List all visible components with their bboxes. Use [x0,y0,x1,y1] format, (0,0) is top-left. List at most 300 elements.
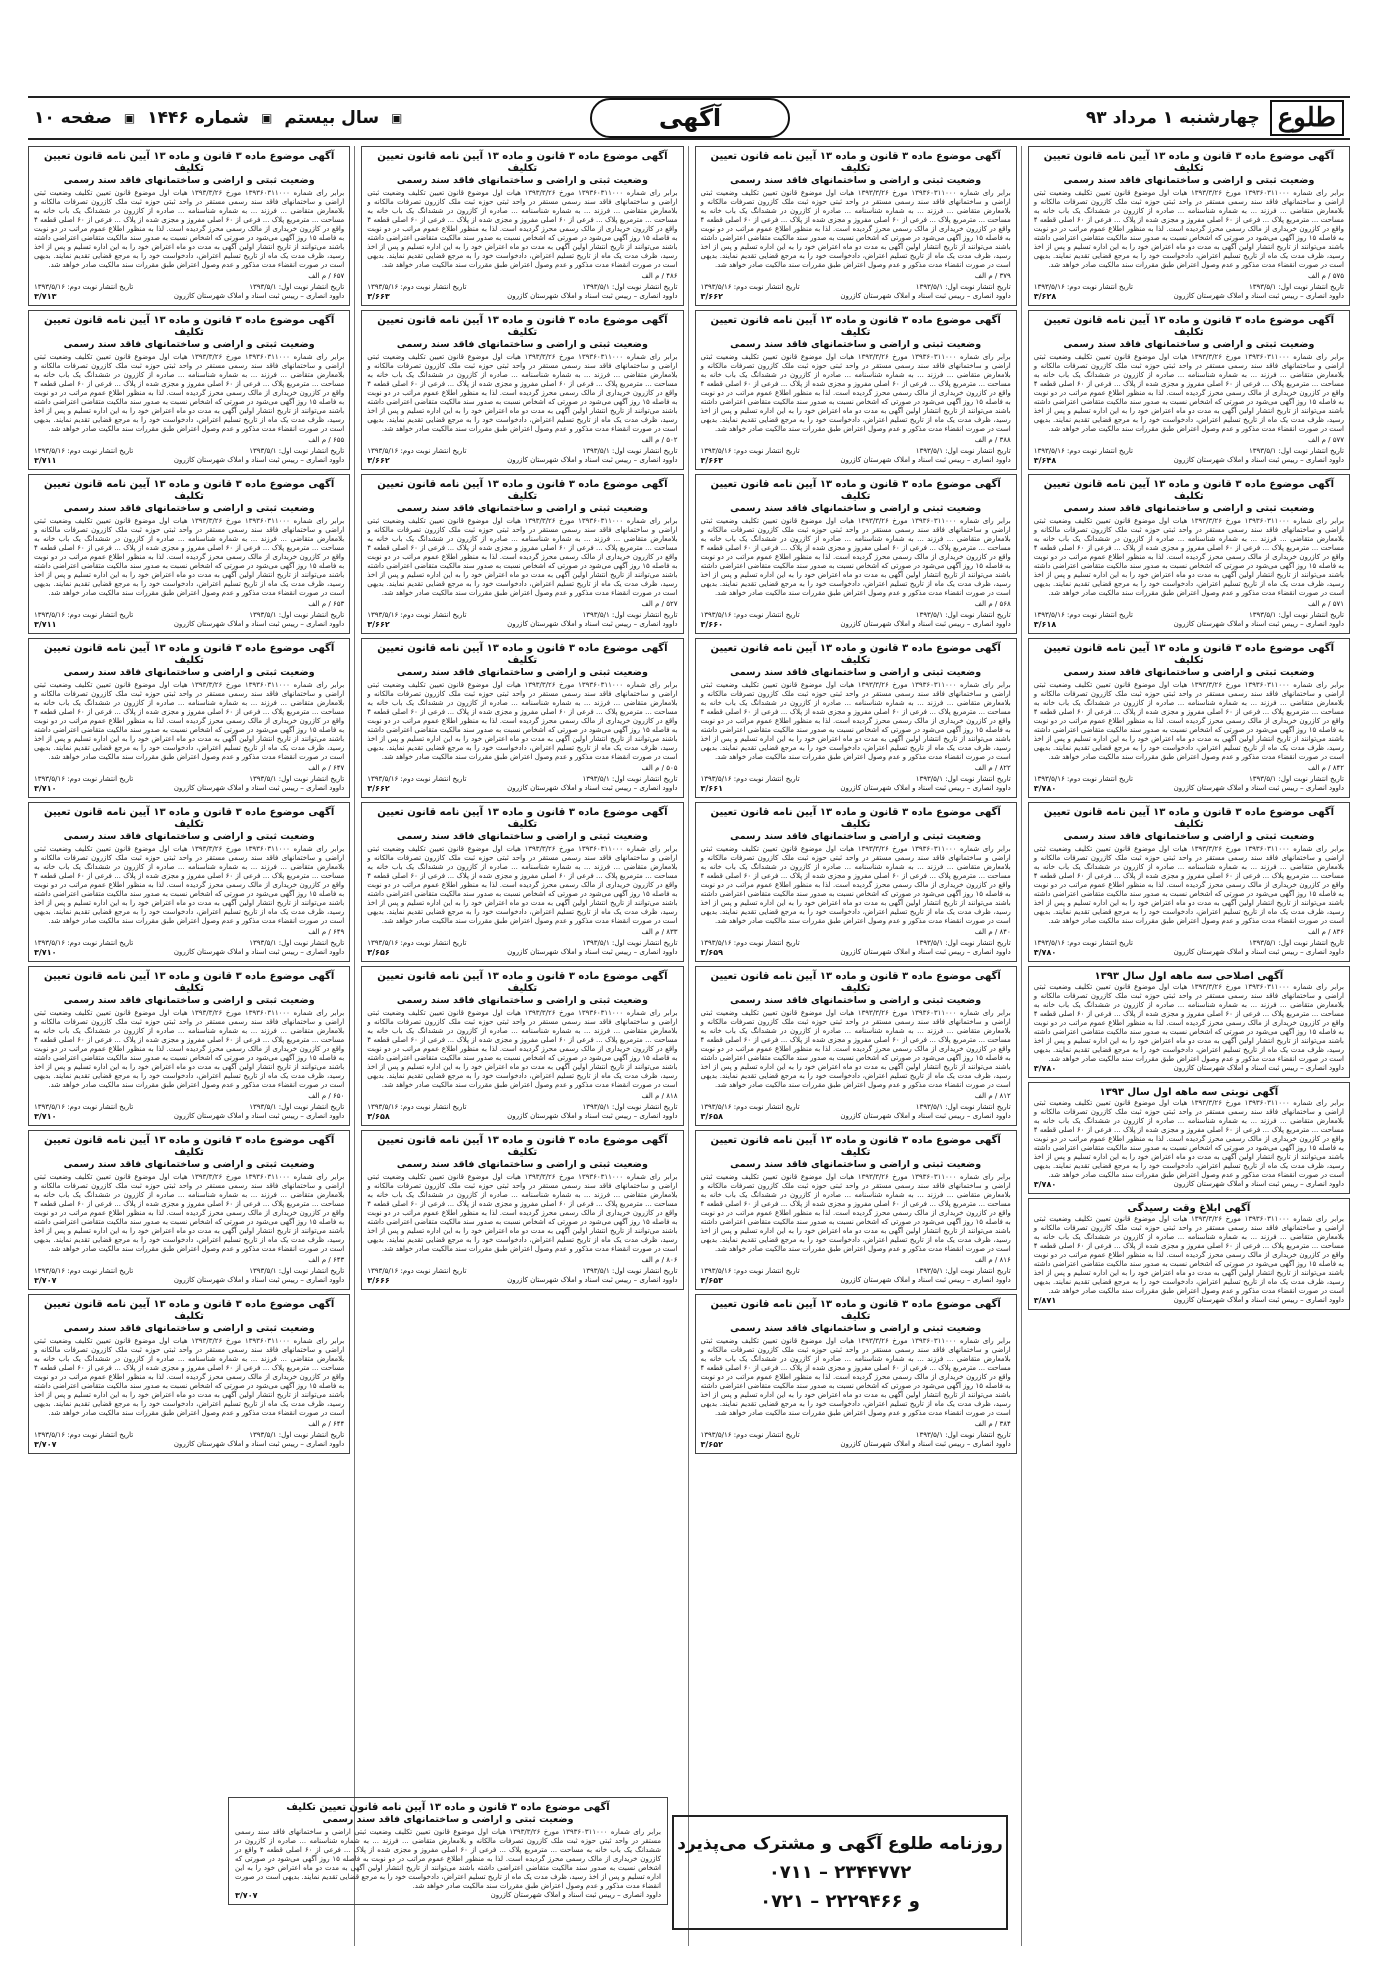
ad-date-second: تاریخ انتشار نوبت دوم: ۱۳۹۳/۵/۱۶ [34,1431,134,1439]
ad-alef: ۸۴۰ / م الف [974,928,1011,936]
ads-column [28,146,355,1946]
ad-code: ۳/۶۲۸ [1033,292,1057,301]
ad-signature: داوود انصاری – رییس ثبت اسناد و املاک شهرستان کازرون [173,1112,345,1120]
ad-signature-row [701,620,1011,629]
ad-subtitle: وضعیت ثبتی و اراضی و ساختمانهای فاقد سند رسمی [730,1159,982,1170]
ad-signature-row [34,292,344,301]
ad-signature: داوود انصاری – رییس ثبت اسناد و املاک شهرستان کازرون [1173,292,1344,300]
subscription-phone-2: ۰۷۲۱ – ۲۲۲۹۴۶۶ و [760,1890,920,1912]
ad-signature: داوود انصاری – رییس ثبت اسناد و املاک شهرستان کازرون [507,1276,678,1284]
ads-columns [28,146,1350,1946]
ads-column [361,146,688,1946]
ad-title: آگهی موضوع ماده ۳ قانون و ماده ۱۳ آیین نامه قانون تعیین تکلیف [710,1135,1001,1158]
ad-date-first: تاریخ انتشار نوبت اول: ۱۳۹۳/۵/۱ [1248,447,1344,455]
ad-date-first: تاریخ انتشار نوبت اول: ۱۳۹۳/۵/۱ [582,611,678,619]
subscription-title: روزنامه طلوع آگهی و مشترک می‌پذیرد [677,1833,1003,1854]
ad-signature-row [367,1112,677,1121]
legal-notice [1028,474,1350,634]
issue-date: چهارشنبه ۱ مرداد ۹۳ [1085,108,1260,128]
ad-signature-row [367,292,677,301]
legal-notice [28,1294,350,1454]
ad-alef: ۸۰۶ / م الف [641,1256,678,1264]
ad-signature: داوود انصاری – رییس ثبت اسناد و املاک شهرستان کازرون [1173,948,1344,956]
ad-code: ۳/۶۶۱ [700,784,723,793]
ad-signature-row [34,620,344,629]
notice-title: آگهی اصلاحی سه ماهه اول سال ۱۳۹۳ [1094,971,1284,982]
ad-date-second: تاریخ انتشار نوبت دوم: ۱۳۹۳/۵/۱۶ [700,283,800,291]
ad-signature: داوود انصاری – رییس ثبت اسناد و املاک شهرستان کازرون [840,784,1011,792]
ad-body: برابر رای شماره ۱۳۹۳۶۰۳۱۱۰۰۰ مورخ ۱۳۹۳/۳/۲۶ هیات اول موضوع قانون تعیین تکلیف وضعیت ثبتی اراضی و ساختمانهای فاقد سند رسمی مستقر در واحد ثبتی حوزه ثبت ملک کازرون تصرفات مالکانه و بلامعارض متقاضی ... فرزند ... به شماره شناسنامه ... صادره از کازرون در ششدانگ یک باب خانه به مساحت ... مترمربع پلاک ... فرعی از ۶۰ اصلی مفروز و مجزی شده از پلاک ... فرعی از ۶۰ اصلی قطعه ۴ واقع در کازرون خریداری از مالک رسمی محرز گردیده است. لذا به منظور اطلاع عموم مراتب در دو نوبت به فاصله ۱۵ روز آگهی می‌شود در صورتی که اشخاص نسبت به صدور سند مالکیت متقاضی اعتراضی داشته باشند می‌توانند از تاریخ انتشار اولین آگهی به مدت دو ماه اعتراض خود را به این اداره تسلیم و پس از اخذ رسید، ظرف مدت یک ماه از تاریخ تسلیم اعتراض، دادخواست خود را به مرجع قضایی تقدیم نمایند. بدیهی است در صورت انقضاء مدت مذکور و عدم وصول اعتراض طبق مقررات سند مالکیت صادر خواهد شد. [1033,353,1345,433]
legal-notice [28,310,350,470]
ad-alef: ۶۵۷ / م الف [308,272,345,280]
ad-dates [1034,283,1344,292]
ad-signature: داوود انصاری – رییس ثبت اسناد و املاک شهرستان کازرون [507,948,678,956]
ad-subtitle: وضعیت ثبتی و اراضی و ساختمانهای فاقد سند رسمی [63,1159,315,1170]
ad-alef: ۸۲۲ / م الف [974,764,1011,772]
ad-dates [367,775,677,784]
ad-title: آگهی موضوع ماده ۳ قانون و ماده ۱۳ آیین نامه قانون تعیین تکلیف [710,1299,1001,1322]
ad-title: آگهی موضوع ماده ۳ قانون و ماده ۱۳ آیین نامه قانون تعیین تکلیف [710,151,1001,174]
ad-code: ۳/۶۶۲ [367,456,390,465]
ad-date-first: تاریخ انتشار نوبت اول: ۱۳۹۳/۵/۱ [582,1103,678,1111]
ad-body: برابر رای شماره ۱۳۹۳۶۰۳۱۱۰۰۰ مورخ ۱۳۹۳/۳/۲۶ هیات اول موضوع قانون تعیین تکلیف وضعیت ثبتی اراضی و ساختمانهای فاقد سند رسمی مستقر در واحد ثبتی حوزه ثبت ملک کازرون تصرفات مالکانه و بلامعارض متقاضی ... فرزند ... به شماره شناسنامه ... صادره از کازرون در ششدانگ یک باب خانه به مساحت ... مترمربع پلاک ... فرعی از ۶۰ اصلی مفروز و مجزی شده از پلاک ... فرعی از ۶۰ اصلی قطعه ۴ واقع در کازرون خریداری از مالک رسمی محرز گردیده است. لذا به منظور اطلاع عموم مراتب در دو نوبت به فاصله ۱۵ روز آگهی می‌شود در صورتی که اشخاص نسبت به صدور سند مالکیت متقاضی اعتراضی داشته باشند می‌توانند از تاریخ انتشار اولین آگهی به مدت دو ماه اعتراض خود را به این اداره تسلیم و پس از اخذ رسید، ظرف مدت یک ماه از تاریخ تسلیم اعتراض، دادخواست خود را به مرجع قضایی تقدیم نمایند. بدیهی است در صورت انقضاء مدت مذکور و عدم وصول اعتراض طبق مقررات سند مالکیت صادر خواهد شد. [34,1009,345,1089]
ad-dates [1034,775,1344,784]
ad-dates [367,1103,677,1112]
ad-alef: ۶۵۵ / م الف [308,436,345,444]
issue-number: شماره ۱۴۴۶ [147,108,250,128]
ad-title: آگهی موضوع ماده ۳ قانون و ماده ۱۳ آیین نامه قانون تعیین تکلیف [377,1135,668,1158]
ad-alef: ۳۸۴ / م الف [974,1420,1011,1428]
ad-signature: داوود انصاری – رییس ثبت اسناد و املاک شهرستان کازرون [507,784,678,792]
subscription-box [672,1815,1008,1930]
ad-signature: داوود انصاری – رییس ثبت اسناد و املاک شهرستان کازرون [1173,1180,1344,1188]
legal-notice [28,1130,350,1290]
ad-subtitle: وضعیت ثبتی و اراضی و ساختمانهای فاقد سند رسمی [396,1159,648,1170]
notice [1028,1082,1350,1194]
ad-signature-row [1034,948,1344,957]
ad-subtitle: وضعیت ثبتی و اراضی و ساختمانهای فاقد سند رسمی [63,667,315,678]
ad-date-second: تاریخ انتشار نوبت دوم: ۱۳۹۳/۵/۱۶ [367,1267,467,1275]
ad-body: برابر رای شماره ۱۳۹۳۶۰۳۱۱۰۰۰ مورخ ۱۳۹۳/۳/۲۶ هیات اول موضوع قانون تعیین تکلیف وضعیت ثبتی اراضی و ساختمانهای فاقد سند رسمی مستقر در واحد ثبتی حوزه ثبت ملک کازرون تصرفات مالکانه و بلامعارض متقاضی ... فرزند ... به شماره شناسنامه ... صادره از کازرون در ششدانگ یک باب خانه به مساحت ... مترمربع پلاک ... فرعی از ۶۰ اصلی مفروز و مجزی شده از پلاک ... فرعی از ۶۰ اصلی قطعه ۴ واقع در کازرون خریداری از مالک رسمی محرز گردیده است. لذا به منظور اطلاع عموم مراتب در دو نوبت به فاصله ۱۵ روز آگهی می‌شود در صورتی که اشخاص نسبت به صدور سند مالکیت متقاضی اعتراضی داشته باشند می‌توانند از تاریخ انتشار اولین آگهی به مدت دو ماه اعتراض خود را به این اداره تسلیم و پس از اخذ رسید، ظرف مدت یک ماه از تاریخ تسلیم اعتراض، دادخواست خود را به مرجع قضایی تقدیم نمایند. بدیهی است در صورت انقضاء مدت مذکور و عدم وصول اعتراض طبق مقررات سند مالکیت صادر خواهد شد. [34,189,345,269]
ad-subtitle: وضعیت ثبتی و اراضی و ساختمانهای فاقد سند رسمی [1063,503,1315,514]
legal-notice [361,310,683,470]
ad-body: برابر رای شماره ۱۳۹۳۶۰۳۱۱۰۰۰ مورخ ۱۳۹۳/۳/۲۶ هیات اول موضوع قانون تعیین تکلیف وضعیت ثبتی اراضی و ساختمانهای فاقد سند رسمی مستقر در واحد ثبتی حوزه ثبت ملک کازرون تصرفات مالکانه و بلامعارض متقاضی ... فرزند ... به شماره شناسنامه ... صادره از کازرون در ششدانگ یک باب خانه به مساحت ... مترمربع پلاک ... فرعی از ۶۰ اصلی مفروز و مجزی شده از پلاک ... فرعی از ۶۰ اصلی قطعه ۴ واقع در کازرون خریداری از مالک رسمی محرز گردیده است. لذا به منظور اطلاع عموم مراتب در دو نوبت به فاصله ۱۵ روز آگهی می‌شود در صورتی که اشخاص نسبت به صدور سند مالکیت متقاضی اعتراضی داشته باشند می‌توانند از تاریخ انتشار اولین آگهی به مدت دو ماه اعتراض خود را به این اداره تسلیم و پس از اخذ رسید، ظرف مدت یک ماه از تاریخ تسلیم اعتراض، دادخواست خود را به مرجع قضایی تقدیم نمایند. بدیهی است در صورت انقضاء مدت مذکور و عدم وصول اعتراض طبق مقررات سند مالکیت صادر خواهد شد. [34,353,345,433]
subscription-phone-1: ۰۷۱۱ – ۲۳۴۴۷۷۲ [768,1861,912,1883]
ad-subtitle: وضعیت ثبتی و اراضی و ساختمانهای فاقد سند رسمی [396,175,648,186]
ad-dates [701,283,1011,292]
ad-signature-row [34,1112,344,1121]
ad-signature: داوود انصاری – رییس ثبت اسناد و املاک شهرستان کازرون [173,784,345,792]
ad-date-second: تاریخ انتشار نوبت دوم: ۱۳۹۳/۵/۱۶ [700,939,800,947]
ad-signature: داوود انصاری – رییس ثبت اسناد و املاک شهرستان کازرون [840,456,1011,464]
ad-date-first: تاریخ انتشار نوبت اول: ۱۳۹۳/۵/۱ [915,447,1011,455]
ad-date-second: تاریخ انتشار نوبت دوم: ۱۳۹۳/۵/۱۶ [34,939,134,947]
ad-alef: ۵۶۸ / م الف [974,600,1011,608]
legal-notice [361,1130,683,1290]
ad-date-first: تاریخ انتشار نوبت اول: ۱۳۹۳/۵/۱ [582,1267,678,1275]
ad-body: برابر رای شماره ۱۳۹۳۶۰۳۱۱۰۰۰ مورخ ۱۳۹۳/۳/۲۶ هیات اول موضوع قانون تعیین تکلیف وضعیت ثبتی اراضی و ساختمانهای فاقد سند رسمی مستقر در واحد ثبتی حوزه ثبت ملک کازرون تصرفات مالکانه و بلامعارض متقاضی ... فرزند ... به شماره شناسنامه ... صادره از کازرون در ششدانگ یک باب خانه به مساحت ... مترمربع پلاک ... فرعی از ۶۰ اصلی مفروز و مجزی شده از پلاک ... فرعی از ۶۰ اصلی قطعه ۴ واقع در کازرون خریداری از مالک رسمی محرز گردیده است. لذا به منظور اطلاع عموم مراتب در دو نوبت به فاصله ۱۵ روز آگهی می‌شود در صورتی که اشخاص نسبت به صدور سند مالکیت متقاضی اعتراضی داشته باشند می‌توانند از تاریخ انتشار اولین آگهی به مدت دو ماه اعتراض خود را به این اداره تسلیم و پس از اخذ رسید، ظرف مدت یک ماه از تاریخ تسلیم اعتراض، دادخواست خود را به مرجع قضایی تقدیم نمایند. بدیهی است در صورت انقضاء مدت مذکور و عدم وصول اعتراض طبق مقررات سند مالکیت صادر خواهد شد. [1033,681,1345,761]
ad-dates [367,447,677,456]
ad-signature-row [1034,1296,1344,1305]
ad-title: آگهی موضوع ماده ۳ قانون و ماده ۱۳ آیین نامه قانون تعیین تکلیف [710,643,1001,666]
square-icon: ▣ [123,111,136,125]
ad-dates [1034,447,1344,456]
ad-body: برابر رای شماره ۱۳۹۳۶۰۳۱۱۰۰۰ مورخ ۱۳۹۳/۳/۲۶ هیات اول موضوع قانون تعیین تکلیف وضعیت ثبتی اراضی و ساختمانهای فاقد سند رسمی مستقر در واحد ثبتی حوزه ثبت ملک کازرون تصرفات مالکانه و بلامعارض متقاضی ... فرزند ... به شماره شناسنامه ... صادره از کازرون در ششدانگ یک باب خانه به مساحت ... مترمربع پلاک ... فرعی از ۶۰ اصلی مفروز و مجزی شده از پلاک ... فرعی از ۶۰ اصلی قطعه ۴ واقع در کازرون خریداری از مالک رسمی محرز گردیده است. لذا به منظور اطلاع عموم مراتب در دو نوبت به فاصله ۱۵ روز آگهی می‌شود در صورتی که اشخاص نسبت به صدور سند مالکیت متقاضی اعتراضی داشته باشند می‌توانند از تاریخ انتشار اولین آگهی به مدت دو ماه اعتراض خود را به این اداره تسلیم و پس از اخذ رسید، ظرف مدت یک ماه از تاریخ تسلیم اعتراض، دادخواست خود را به مرجع قضایی تقدیم نمایند. بدیهی است در صورت انقضاء مدت مذکور و عدم وصول اعتراض طبق مقررات سند مالکیت صادر خواهد شد. [700,1337,1011,1417]
ad-date-first: تاریخ انتشار نوبت اول: ۱۳۹۳/۵/۱ [249,1267,345,1275]
ad-signature-row [701,1440,1011,1449]
ad-subtitle: وضعیت ثبتی و اراضی و ساختمانهای فاقد سند رسمی [730,667,982,678]
ad-code: ۳/۶۶۲ [700,292,723,301]
ad-title: آگهی موضوع ماده ۳ قانون و ماده ۱۳ آیین نامه قانون تعیین تکلیف [1043,151,1335,174]
ad-date-first: تاریخ انتشار نوبت اول: ۱۳۹۳/۵/۱ [249,775,345,783]
ad-alef: ۴۸۶ / م الف [641,272,678,280]
ad-signature-row [1034,292,1344,301]
ad-signature-row [34,1276,344,1285]
ad-subtitle: وضعیت ثبتی و اراضی و ساختمانهای فاقد سند رسمی [730,995,982,1006]
ad-code: ۳/۶۶۲ [367,620,390,629]
ad-alef: ۵۰۲ / م الف [641,436,678,444]
legal-notice [28,638,350,798]
ad-date-first: تاریخ انتشار نوبت اول: ۱۳۹۳/۵/۱ [249,1103,345,1111]
ad-dates [701,447,1011,456]
ad-date-second: تاریخ انتشار نوبت دوم: ۱۳۹۳/۵/۱۶ [700,775,800,783]
ad-date-second: تاریخ انتشار نوبت دوم: ۱۳۹۳/۵/۱۶ [1033,611,1133,619]
ad-date-second: تاریخ انتشار نوبت دوم: ۱۳۹۳/۵/۱۶ [700,447,800,455]
ad-title: آگهی موضوع ماده ۳ قانون و ماده ۱۳ آیین نامه قانون تعیین تکلیف [1043,643,1335,666]
ad-date-second: تاریخ انتشار نوبت دوم: ۱۳۹۳/۵/۱۶ [700,1103,800,1111]
ad-date-second: تاریخ انتشار نوبت دوم: ۱۳۹۳/۵/۱۶ [367,1103,467,1111]
ad-body: برابر رای شماره ۱۳۹۳۶۰۳۱۱۰۰۰ مورخ ۱۳۹۳/۳/۲۶ هیات اول موضوع قانون تعیین تکلیف وضعیت ثبتی اراضی و ساختمانهای فاقد سند رسمی مستقر در واحد ثبتی حوزه ثبت ملک کازرون تصرفات مالکانه و بلامعارض متقاضی ... فرزند ... به شماره شناسنامه ... صادره از کازرون در ششدانگ یک باب خانه به مساحت ... مترمربع پلاک ... فرعی از ۶۰ اصلی مفروز و مجزی شده از پلاک ... فرعی از ۶۰ اصلی قطعه ۴ واقع در کازرون خریداری از مالک رسمی محرز گردیده است. لذا به منظور اطلاع عموم مراتب در دو نوبت به فاصله ۱۵ روز آگهی می‌شود در صورتی که اشخاص نسبت به صدور سند مالکیت متقاضی اعتراضی داشته باشند می‌توانند از تاریخ انتشار اولین آگهی به مدت دو ماه اعتراض خود را به این اداره تسلیم و پس از اخذ رسید، ظرف مدت یک ماه از تاریخ تسلیم اعتراض، دادخواست خود را به مرجع قضایی تقدیم نمایند. بدیهی است در صورت انقضاء مدت مذکور و عدم وصول اعتراض طبق مقررات سند مالکیت صادر خواهد شد. [700,1173,1011,1253]
ad-code: ۳/۷۱۰ [34,948,57,957]
ad-dates [34,775,344,784]
ad-subtitle: وضعیت ثبتی و اراضی و ساختمانهای فاقد سند رسمی [63,175,315,186]
ad-subtitle: وضعیت ثبتی و اراضی و ساختمانهای فاقد سند رسمی [63,339,315,350]
ad-dates [34,611,344,620]
ad-date-second: تاریخ انتشار نوبت دوم: ۱۳۹۳/۵/۱۶ [367,283,467,291]
ad-title: آگهی موضوع ماده ۳ قانون و ماده ۱۳ آیین نامه قانون تعیین تکلیف [43,479,335,502]
ad-signature: داوود انصاری – رییس ثبت اسناد و املاک شهرستان کازرون [840,948,1011,956]
ad-signature: داوود انصاری – رییس ثبت اسناد و املاک شهرستان کازرون [1173,1296,1344,1304]
ad-subtitle: وضعیت ثبتی و اراضی و ساختمانهای فاقد سند رسمی [730,175,982,186]
legal-notice [1028,638,1350,798]
ad-date-second: تاریخ انتشار نوبت دوم: ۱۳۹۳/۵/۱۶ [34,283,134,291]
masthead-left [28,108,402,128]
ad-body: برابر رای شماره ۱۳۹۳۶۰۳۱۱۰۰۰ مورخ ۱۳۹۳/۳/۲۶ هیات اول موضوع قانون تعیین تکلیف وضعیت ثبتی اراضی و ساختمانهای فاقد سند رسمی مستقر در واحد ثبتی حوزه ثبت ملک کازرون تصرفات مالکانه و بلامعارض متقاضی ... فرزند ... به شماره شناسنامه ... صادره از کازرون در ششدانگ یک باب خانه به مساحت ... مترمربع پلاک ... فرعی از ۶۰ اصلی مفروز و مجزی شده از پلاک ... فرعی از ۶۰ اصلی قطعه ۴ واقع در کازرون خریداری از مالک رسمی محرز گردیده است. لذا به منظور اطلاع عموم مراتب در دو نوبت به فاصله ۱۵ روز آگهی می‌شود در صورتی که اشخاص نسبت به صدور سند مالکیت متقاضی اعتراضی داشته باشند می‌توانند از تاریخ انتشار اولین آگهی به مدت دو ماه اعتراض خود را به این اداره تسلیم و پس از اخذ رسید، ظرف مدت یک ماه از تاریخ تسلیم اعتراض، دادخواست خود را به مرجع قضایی تقدیم نمایند. بدیهی است در صورت انقضاء مدت مذکور و عدم وصول اعتراض طبق مقررات سند مالکیت صادر خواهد شد. [700,681,1011,761]
ad-alef: ۶۴۷ / م الف [308,764,345,772]
ad-code: ۳/۶۴۸ [1033,456,1057,465]
ad-code: ۳/۷۸۰ [1033,784,1057,793]
ad-code: ۳/۶۶۳ [367,292,390,301]
ad-date-second: تاریخ انتشار نوبت دوم: ۱۳۹۳/۵/۱۶ [367,611,467,619]
ad-body: برابر رای شماره ۱۳۹۳۶۰۳۱۱۰۰۰ مورخ ۱۳۹۳/۳/۲۶ هیات اول موضوع قانون تعیین تکلیف وضعیت ثبتی اراضی و ساختمانهای فاقد سند رسمی مستقر در واحد ثبتی حوزه ثبت ملک کازرون تصرفات مالکانه و بلامعارض متقاضی ... فرزند ... به شماره شناسنامه ... صادره از کازرون در ششدانگ یک باب خانه به مساحت ... مترمربع پلاک ... فرعی از ۶۰ اصلی مفروز و مجزی شده از پلاک ... فرعی از ۶۰ اصلی قطعه ۴ واقع در کازرون خریداری از مالک رسمی محرز گردیده است. لذا به منظور اطلاع عموم مراتب در دو نوبت به فاصله ۱۵ روز آگهی می‌شود در صورتی که اشخاص نسبت به صدور سند مالکیت متقاضی اعتراضی داشته باشند می‌توانند از تاریخ انتشار اولین آگهی به مدت دو ماه اعتراض خود را به این اداره تسلیم و پس از اخذ رسید، ظرف مدت یک ماه از تاریخ تسلیم اعتراض، دادخواست خود را به مرجع قضایی تقدیم نمایند. بدیهی است در صورت انقضاء مدت مذکور و عدم وصول اعتراض طبق مقررات سند مالکیت صادر خواهد شد. [34,1173,345,1253]
legal-notice [28,146,350,306]
ad-code: ۳/۶۵۶ [367,948,390,957]
ad-signature-row [235,1891,661,1900]
ad-title: آگهی موضوع ماده ۳ قانون و ماده ۱۳ آیین نامه قانون تعیین تکلیف [43,971,335,994]
ad-subtitle: وضعیت ثبتی و اراضی و ساختمانهای فاقد سند رسمی [730,503,982,514]
ad-title: آگهی موضوع ماده ۳ قانون و ماده ۱۳ آیین نامه قانون تعیین تکلیف [286,1802,610,1813]
ad-body: برابر رای شماره ۱۳۹۳۶۰۳۱۱۰۰۰ مورخ ۱۳۹۳/۳/۲۶ هیات اول موضوع قانون تعیین تکلیف وضعیت ثبتی اراضی و ساختمانهای فاقد سند رسمی مستقر در واحد ثبتی حوزه ثبت ملک کازرون تصرفات مالکانه و بلامعارض متقاضی ... فرزند ... به شماره شناسنامه ... صادره از کازرون در ششدانگ یک باب خانه به مساحت ... مترمربع پلاک ... فرعی از ۶۰ اصلی مفروز و مجزی شده از پلاک ... فرعی از ۶۰ اصلی قطعه ۴ واقع در کازرون خریداری از مالک رسمی محرز گردیده است. لذا به منظور اطلاع عموم مراتب در دو نوبت به فاصله ۱۵ روز آگهی می‌شود در صورتی که اشخاص نسبت به صدور سند مالکیت متقاضی اعتراضی داشته باشند می‌توانند از تاریخ انتشار اولین آگهی به مدت دو ماه اعتراض خود را به این اداره تسلیم و پس از اخذ رسید، ظرف مدت یک ماه از تاریخ تسلیم اعتراض، دادخواست خود را به مرجع قضایی تقدیم نمایند. بدیهی است در صورت انقضاء مدت مذکور و عدم وصول اعتراض طبق مقررات سند مالکیت صادر خواهد شد. [1033,845,1345,925]
ad-date-first: تاریخ انتشار نوبت اول: ۱۳۹۳/۵/۱ [915,1431,1011,1439]
ad-code: ۳/۷۱۳ [34,292,57,301]
legal-notice [361,802,683,962]
ad-title: آگهی موضوع ماده ۳ قانون و ماده ۱۳ آیین نامه قانون تعیین تکلیف [377,643,668,666]
masthead-right [1086,100,1350,136]
ad-signature: داوود انصاری – رییس ثبت اسناد و املاک شهرستان کازرون [173,620,345,628]
ad-alef: ۸۴۲ / م الف [1308,764,1344,772]
ad-alef: ۶۴۹ / م الف [308,928,345,936]
logo-text: طلوع [1277,103,1336,133]
ad-alef: ۸۳۶ / م الف [1308,928,1344,936]
ad-date-second: تاریخ انتشار نوبت دوم: ۱۳۹۳/۵/۱۶ [34,775,134,783]
ad-signature: داوود انصاری – رییس ثبت اسناد و املاک شهرستان کازرون [173,948,345,956]
ad-dates [701,1103,1011,1112]
ad-title: آگهی موضوع ماده ۳ قانون و ماده ۱۳ آیین نامه قانون تعیین تکلیف [377,479,668,502]
ad-signature-row [701,1112,1011,1121]
ad-date-first: تاریخ انتشار نوبت اول: ۱۳۹۳/۵/۱ [915,1267,1011,1275]
ad-code: ۳/۷۸۰ [1033,948,1057,957]
ad-dates [34,283,344,292]
ad-signature-row [34,784,344,793]
legal-notice [695,310,1017,470]
notice-title: آگهی ابلاغ وقت رسیدگی [1127,1203,1251,1214]
ad-code: ۳/۶۶۳ [700,456,723,465]
ad-date-first: تاریخ انتشار نوبت اول: ۱۳۹۳/۵/۱ [915,1103,1011,1111]
notice [1028,1198,1350,1310]
ad-dates [1034,611,1344,620]
legal-notice [361,146,683,306]
ad-signature-row [367,784,677,793]
ad-code: ۳/۶۱۸ [1033,620,1057,629]
ad-title: آگهی موضوع ماده ۳ قانون و ماده ۱۳ آیین نامه قانون تعیین تکلیف [1043,807,1335,830]
legal-notice [361,966,683,1126]
ad-alef: ۵۷۷ / م الف [1308,436,1344,444]
ad-signature: داوود انصاری – رییس ثبت اسناد و املاک شهرستان کازرون [1173,784,1344,792]
ad-code: ۳/۷۸۰ [1033,1180,1057,1189]
legal-notice [695,966,1017,1126]
ad-date-second: تاریخ انتشار نوبت دوم: ۱۳۹۳/۵/۱۶ [1033,939,1133,947]
ad-signature: داوود انصاری – رییس ثبت اسناد و املاک شهرستان کازرون [1173,1064,1344,1072]
ad-subtitle: وضعیت ثبتی و اراضی و ساختمانهای فاقد سند رسمی [730,1323,982,1334]
ad-date-first: تاریخ انتشار نوبت اول: ۱۳۹۳/۵/۱ [249,939,345,947]
ad-date-first: تاریخ انتشار نوبت اول: ۱۳۹۳/۵/۱ [249,283,345,291]
ad-date-second: تاریخ انتشار نوبت دوم: ۱۳۹۳/۵/۱۶ [34,611,134,619]
legal-notice [1028,802,1350,962]
legal-notice [695,1130,1017,1290]
ad-signature-row [367,620,677,629]
ad-subtitle: وضعیت ثبتی و اراضی و ساختمانهای فاقد سند رسمی [396,339,648,350]
ad-alef: ۸۳۳ / م الف [641,928,678,936]
ad-signature-row [1034,784,1344,793]
ad-date-first: تاریخ انتشار نوبت اول: ۱۳۹۳/۵/۱ [1248,611,1344,619]
ad-body: برابر رای شماره ۱۳۹۳۶۰۳۱۱۰۰۰ مورخ ۱۳۹۳/۳/۲۶ هیات اول موضوع قانون تعیین تکلیف وضعیت ثبتی اراضی و ساختمانهای فاقد سند رسمی مستقر در واحد ثبتی حوزه ثبت ملک کازرون تصرفات مالکانه و بلامعارض متقاضی ... فرزند ... به شماره شناسنامه ... صادره از کازرون در ششدانگ یک باب خانه به مساحت ... مترمربع پلاک ... فرعی از ۶۰ اصلی مفروز و مجزی شده از پلاک ... فرعی از ۶۰ اصلی قطعه ۴ واقع در کازرون خریداری از مالک رسمی محرز گردیده است. لذا به منظور اطلاع عموم مراتب در دو نوبت به فاصله ۱۵ روز آگهی می‌شود در صورتی که اشخاص نسبت به صدور سند مالکیت متقاضی اعتراضی داشته باشند می‌توانند از تاریخ انتشار اولین آگهی به مدت دو ماه اعتراض خود را به این اداره تسلیم و پس از اخذ رسید، ظرف مدت یک ماه از تاریخ تسلیم اعتراض، دادخواست خود را به مرجع قضایی تقدیم نمایند. بدیهی است در صورت انقضاء مدت مذکور و عدم وصول اعتراض طبق مقررات سند مالکیت صادر خواهد شد. [700,353,1011,433]
ad-signature: داوود انصاری – رییس ثبت اسناد و املاک شهرستان کازرون [173,1276,345,1284]
ad-dates [34,1431,344,1440]
ad-date-second: تاریخ انتشار نوبت دوم: ۱۳۹۳/۵/۱۶ [700,1431,800,1439]
ad-subtitle: وضعیت ثبتی و اراضی و ساختمانهای فاقد سند رسمی [63,1323,315,1334]
ad-title: آگهی موضوع ماده ۳ قانون و ماده ۱۳ آیین نامه قانون تعیین تکلیف [710,971,1001,994]
ad-dates [1034,939,1344,948]
ad-signature: داوود انصاری – رییس ثبت اسناد و املاک شهرستان کازرون [840,1112,1011,1120]
ad-code: ۳/۶۶۰ [700,620,723,629]
ad-alef: ۶۴۳ / م الف [308,1256,345,1264]
ad-signature-row [1034,620,1344,629]
ads-column [1028,146,1350,1946]
ad-subtitle: وضعیت ثبتی و اراضی و ساختمانهای فاقد سند رسمی [396,831,648,842]
ad-dates [701,1267,1011,1276]
ad-subtitle: وضعیت ثبتی و اراضی و ساختمانهای فاقد سند رسمی [322,1814,574,1825]
ad-dates [701,1431,1011,1440]
ad-signature: داوود انصاری – رییس ثبت اسناد و املاک شهرستان کازرون [173,292,345,300]
ad-signature: داوود انصاری – رییس ثبت اسناد و املاک شهرستان کازرون [173,1440,345,1448]
ad-body: برابر رای شماره ۱۳۹۳۶۰۳۱۱۰۰۰ مورخ ۱۳۹۳/۳/۲۶ هیات اول موضوع قانون تعیین تکلیف وضعیت ثبتی اراضی و ساختمانهای فاقد سند رسمی مستقر در واحد ثبتی حوزه ثبت ملک کازرون تصرفات مالکانه و بلامعارض متقاضی ... فرزند ... به شماره شناسنامه ... صادره از کازرون در ششدانگ یک باب خانه به مساحت ... مترمربع پلاک ... فرعی از ۶۰ اصلی مفروز و مجزی شده از پلاک ... فرعی از ۶۰ اصلی قطعه ۴ واقع در کازرون خریداری از مالک رسمی محرز گردیده است. لذا به منظور اطلاع عموم مراتب در دو نوبت به فاصله ۱۵ روز آگهی می‌شود در صورتی که اشخاص نسبت به صدور سند مالکیت متقاضی اعتراضی داشته باشند می‌توانند از تاریخ انتشار اولین آگهی به مدت دو ماه اعتراض خود را به این اداره تسلیم و پس از اخذ رسید، ظرف مدت یک ماه از تاریخ تسلیم اعتراض، دادخواست خود را به مرجع قضایی تقدیم نمایند. بدیهی است در صورت انقضاء مدت مذکور و عدم وصول اعتراض طبق مقررات سند مالکیت صادر خواهد شد. [700,517,1011,597]
ad-signature: داوود انصاری – رییس ثبت اسناد و املاک شهرستان کازرون [507,1112,678,1120]
ad-alef: ۳۷۹ / م الف [974,272,1011,280]
ad-date-second: تاریخ انتشار نوبت دوم: ۱۳۹۳/۵/۱۶ [1033,283,1133,291]
page-number: صفحه ۱۰ [34,108,112,128]
ad-date-second: تاریخ انتشار نوبت دوم: ۱۳۹۳/۵/۱۶ [700,1267,800,1275]
ad-dates [367,283,677,292]
ad-date-second: تاریخ انتشار نوبت دوم: ۱۳۹۳/۵/۱۶ [700,611,800,619]
ad-dates [34,447,344,456]
notice [1028,966,1350,1078]
ad-alef: ۸۱۶ / م الف [974,1256,1011,1264]
ad-subtitle: وضعیت ثبتی و اراضی و ساختمانهای فاقد سند رسمی [396,667,648,678]
ad-date-second: تاریخ انتشار نوبت دوم: ۱۳۹۳/۵/۱۶ [34,447,134,455]
legal-notice [695,474,1017,634]
ad-subtitle: وضعیت ثبتی و اراضی و ساختمانهای فاقد سند رسمی [396,503,648,514]
ad-body: برابر رای شماره ۱۳۹۳۶۰۳۱۱۰۰۰ مورخ ۱۳۹۳/۳/۲۶ هیات اول موضوع قانون تعیین تکلیف وضعیت ثبتی اراضی و ساختمانهای فاقد سند رسمی مستقر در واحد ثبتی حوزه ثبت ملک کازرون تصرفات مالکانه و بلامعارض متقاضی ... فرزند ... به شماره شناسنامه ... صادره از کازرون در ششدانگ یک باب خانه به مساحت ... مترمربع پلاک ... فرعی از ۶۰ اصلی مفروز و مجزی شده از پلاک ... فرعی از ۶۰ اصلی قطعه ۴ واقع در کازرون خریداری از مالک رسمی محرز گردیده است. لذا به منظور اطلاع عموم مراتب در دو نوبت به فاصله ۱۵ روز آگهی می‌شود در صورتی که اشخاص نسبت به صدور سند مالکیت متقاضی اعتراضی داشته باشند می‌توانند از تاریخ انتشار اولین آگهی به مدت دو ماه اعتراض خود را به این اداره تسلیم و پس از اخذ رسید، ظرف مدت یک ماه از تاریخ تسلیم اعتراض، دادخواست خود را به مرجع قضایی تقدیم نمایند. بدیهی است در صورت انقضاء مدت مذکور و عدم وصول اعتراض طبق مقررات سند مالکیت صادر خواهد شد. [700,845,1011,925]
ad-signature-row [367,1276,677,1285]
ad-alef: ۵۷۵ / م الف [1308,272,1344,280]
ad-body: برابر رای شماره ۱۳۹۳۶۰۳۱۱۰۰۰ مورخ ۱۳۹۳/۳/۲۶ هیات اول موضوع قانون تعیین تکلیف وضعیت ثبتی اراضی و ساختمانهای فاقد سند رسمی مستقر در واحد ثبتی حوزه ثبت ملک کازرون تصرفات مالکانه و بلامعارض متقاضی ... فرزند ... به شماره شناسنامه ... صادره از کازرون در ششدانگ یک باب خانه به مساحت ... مترمربع پلاک ... فرعی از ۶۰ اصلی مفروز و مجزی شده از پلاک ... فرعی از ۶۰ اصلی قطعه ۴ واقع در کازرون خریداری از مالک رسمی محرز گردیده است. لذا به منظور اطلاع عموم مراتب در دو نوبت به فاصله ۱۵ روز آگهی می‌شود در صورتی که اشخاص نسبت به صدور سند مالکیت متقاضی اعتراضی داشته باشند می‌توانند از تاریخ انتشار اولین آگهی به مدت دو ماه اعتراض خود را به این اداره تسلیم و پس از اخذ رسید، ظرف مدت یک ماه از تاریخ تسلیم اعتراض، دادخواست خود را به مرجع قضایی تقدیم نمایند. بدیهی است در صورت انقضاء مدت مذکور و عدم وصول اعتراض طبق مقررات سند مالکیت صادر خواهد شد. [367,681,678,761]
section-title: آگهی [590,98,790,138]
ad-code: ۳/۶۶۲ [367,784,390,793]
ad-body: برابر رای شماره ۱۳۹۳۶۰۳۱۱۰۰۰ مورخ ۱۳۹۳/۳/۲۶ هیات اول موضوع قانون تعیین تکلیف وضعیت ثبتی اراضی و ساختمانهای فاقد سند رسمی مستقر در واحد ثبتی حوزه ثبت ملک کازرون تصرفات مالکانه و بلامعارض متقاضی ... فرزند ... به شماره شناسنامه ... صادره از کازرون در ششدانگ یک باب خانه به مساحت ... مترمربع پلاک ... فرعی از ۶۰ اصلی مفروز و مجزی شده از پلاک ... فرعی از ۶۰ اصلی قطعه ۴ واقع در کازرون خریداری از مالک رسمی محرز گردیده است. لذا به منظور اطلاع عموم مراتب در دو نوبت به فاصله ۱۵ روز آگهی می‌شود در صورتی که اشخاص نسبت به صدور سند مالکیت متقاضی اعتراضی داشته باشند می‌توانند از تاریخ انتشار اولین آگهی به مدت دو ماه اعتراض خود را به این اداره تسلیم و پس از اخذ رسید، ظرف مدت یک ماه از تاریخ تسلیم اعتراض، دادخواست خود را به مرجع قضایی تقدیم نمایند. بدیهی است در صورت انقضاء مدت مذکور و عدم وصول اعتراض طبق مقررات سند مالکیت صادر خواهد شد. [367,189,678,269]
ad-signature-row [1034,456,1344,465]
legal-notice [28,474,350,634]
ad-signature-row [1034,1180,1344,1189]
ad-subtitle: وضعیت ثبتی و اراضی و ساختمانهای فاقد سند رسمی [63,995,315,1006]
ad-signature-row [367,456,677,465]
ad-date-first: تاریخ انتشار نوبت اول: ۱۳۹۳/۵/۱ [249,611,345,619]
legal-notice [1028,310,1350,470]
legal-notice [28,966,350,1126]
ad-date-first: تاریخ انتشار نوبت اول: ۱۳۹۳/۵/۱ [1248,283,1344,291]
ad-title: آگهی موضوع ماده ۳ قانون و ماده ۱۳ آیین نامه قانون تعیین تکلیف [1043,315,1335,338]
ad-body: برابر رای شماره ۱۳۹۳۶۰۳۱۱۰۰۰ مورخ ۱۳۹۳/۳/۲۶ هیات اول موضوع قانون تعیین تکلیف وضعیت ثبتی اراضی و ساختمانهای فاقد سند رسمی مستقر در واحد ثبتی حوزه ثبت ملک کازرون تصرفات مالکانه و بلامعارض متقاضی ... فرزند ... به شماره شناسنامه ... صادره از کازرون در ششدانگ یک باب خانه به مساحت ... مترمربع پلاک ... فرعی از ۶۰ اصلی مفروز و مجزی شده از پلاک ... فرعی از ۶۰ اصلی قطعه ۴ واقع در کازرون خریداری از مالک رسمی محرز گردیده است. لذا به منظور اطلاع عموم مراتب در دو نوبت به فاصله ۱۵ روز آگهی می‌شود در صورتی که اشخاص نسبت به صدور سند مالکیت متقاضی اعتراضی داشته باشند می‌توانند از تاریخ انتشار اولین آگهی به مدت دو ماه اعتراض خود را به این اداره تسلیم و پس از اخذ رسید، ظرف مدت یک ماه از تاریخ تسلیم اعتراض، دادخواست خود را به مرجع قضایی تقدیم نمایند. بدیهی است در صورت انقضاء مدت مذکور و عدم وصول اعتراض طبق مقررات سند مالکیت صادر خواهد شد. [1033,517,1345,597]
ad-code: ۳/۶۶۶ [367,1276,390,1285]
ad-signature-row [701,784,1011,793]
ad-code: ۳/۶۵۸ [700,1112,723,1121]
ad-signature-row [367,948,677,957]
ad-date-first: تاریخ انتشار نوبت اول: ۱۳۹۳/۵/۱ [1248,775,1344,783]
ad-date-first: تاریخ انتشار نوبت اول: ۱۳۹۳/۵/۱ [915,775,1011,783]
ad-signature-row [1034,1064,1344,1073]
legal-notice [695,638,1017,798]
ad-date-second: تاریخ انتشار نوبت دوم: ۱۳۹۳/۵/۱۶ [1033,447,1133,455]
legal-notice [695,802,1017,962]
ad-subtitle: وضعیت ثبتی و اراضی و ساختمانهای فاقد سند رسمی [396,995,648,1006]
newspaper-logo [1270,100,1344,136]
ad-title: آگهی موضوع ماده ۳ قانون و ماده ۱۳ آیین نامه قانون تعیین تکلیف [710,315,1001,338]
ad-body: برابر رای شماره ۱۳۹۳۶۰۳۱۱۰۰۰ مورخ ۱۳۹۳/۳/۲۶ هیات اول موضوع قانون تعیین تکلیف وضعیت ثبتی اراضی و ساختمانهای فاقد سند رسمی مستقر در واحد ثبتی حوزه ثبت ملک کازرون تصرفات مالکانه و بلامعارض متقاضی ... فرزند ... به شماره شناسنامه ... صادره از کازرون در ششدانگ یک باب خانه به مساحت ... مترمربع پلاک ... فرعی از ۶۰ اصلی مفروز و مجزی شده از پلاک ... فرعی از ۶۰ اصلی قطعه ۴ واقع در کازرون خریداری از مالک رسمی محرز گردیده است. لذا به منظور اطلاع عموم مراتب در دو نوبت به فاصله ۱۵ روز آگهی می‌شود در صورتی که اشخاص نسبت به صدور سند مالکیت متقاضی اعتراضی داشته باشند می‌توانند از تاریخ انتشار اولین آگهی به مدت دو ماه اعتراض خود را به این اداره تسلیم و پس از اخذ رسید، ظرف مدت یک ماه از تاریخ تسلیم اعتراض، دادخواست خود را به مرجع قضایی تقدیم نمایند. بدیهی است در صورت انقضاء مدت مذکور و عدم وصول اعتراض طبق مقررات سند مالکیت صادر خواهد شد. [700,189,1011,269]
ad-code: ۳/۷۱۰ [34,784,57,793]
ad-date-second: تاریخ انتشار نوبت دوم: ۱۳۹۳/۵/۱۶ [367,775,467,783]
ad-signature: داوود انصاری – رییس ثبت اسناد و املاک شهرستان کازرون [507,292,678,300]
legal-notice [695,146,1017,306]
legal-notice [361,638,683,798]
ad-code: ۳/۶۵۳ [700,1276,723,1285]
ad-title: آگهی موضوع ماده ۳ قانون و ماده ۱۳ آیین نامه قانون تعیین تکلیف [43,151,335,174]
ad-title: آگهی موضوع ماده ۳ قانون و ماده ۱۳ آیین نامه قانون تعیین تکلیف [710,807,1001,830]
ad-date-first: تاریخ انتشار نوبت اول: ۱۳۹۳/۵/۱ [582,939,678,947]
ad-signature-row [701,948,1011,957]
ad-body: برابر رای شماره ۱۳۹۳۶۰۳۱۱۰۰۰ مورخ ۱۳۹۳/۳/۲۶ هیات اول موضوع قانون تعیین تکلیف وضعیت ثبتی اراضی و ساختمانهای فاقد سند رسمی مستقر در واحد ثبتی حوزه ثبت ملک کازرون تصرفات مالکانه و بلامعارض متقاضی ... فرزند ... به شماره شناسنامه ... صادره از کازرون در ششدانگ یک باب خانه به مساحت ... مترمربع پلاک ... فرعی از ۶۰ اصلی مفروز و مجزی شده از پلاک ... فرعی از ۶۰ اصلی قطعه ۴ واقع در کازرون خریداری از مالک رسمی محرز گردیده است. لذا به منظور اطلاع عموم مراتب در دو نوبت به فاصله ۱۵ روز آگهی می‌شود در صورتی که اشخاص نسبت به صدور سند مالکیت متقاضی اعتراضی داشته باشند می‌توانند از تاریخ انتشار اولین آگهی به مدت دو ماه اعتراض خود را به این اداره تسلیم و پس از اخذ رسید، ظرف مدت یک ماه از تاریخ تسلیم اعتراض، دادخواست خود را به مرجع قضایی تقدیم نمایند. بدیهی است در صورت انقضاء مدت مذکور و عدم وصول اعتراض طبق مقررات سند مالکیت صادر خواهد شد. [700,1009,1011,1089]
square-icon: ▣ [391,111,403,125]
ad-title: آگهی موضوع ماده ۳ قانون و ماده ۱۳ آیین نامه قانون تعیین تکلیف [43,1135,335,1158]
ad-signature: داوود انصاری – رییس ثبت اسناد و املاک شهرستان کازرون [1173,456,1344,464]
ad-signature-row [34,948,344,957]
notice-title: آگهی نوبتی سه ماهه اول سال ۱۳۹۳ [1099,1087,1279,1098]
ad-alef: ۳۸۸ / م الف [974,436,1011,444]
ad-subtitle: وضعیت ثبتی و اراضی و ساختمانهای فاقد سند رسمی [1063,339,1315,350]
ad-signature-row [34,456,344,465]
ad-body: برابر رای شماره ۱۳۹۳۶۰۳۱۱۰۰۰ مورخ ۱۳۹۳/۳/۲۶ هیات اول موضوع قانون تعیین تکلیف وضعیت ثبتی اراضی و ساختمانهای فاقد سند رسمی مستقر در واحد ثبتی حوزه ثبت ملک کازرون تصرفات مالکانه و بلامعارض متقاضی ... فرزند ... به شماره شناسنامه ... صادره از کازرون در ششدانگ یک باب خانه به مساحت ... مترمربع پلاک ... فرعی از ۶۰ اصلی مفروز و مجزی شده از پلاک ... فرعی از ۶۰ اصلی قطعه ۴ واقع در کازرون خریداری از مالک رسمی محرز گردیده است. لذا به منظور اطلاع عموم مراتب در دو نوبت به فاصله ۱۵ روز آگهی می‌شود در صورتی که اشخاص نسبت به صدور سند مالکیت متقاضی اعتراضی داشته باشند می‌توانند از تاریخ انتشار اولین آگهی به مدت دو ماه اعتراض خود را به این اداره تسلیم و پس از اخذ رسید، ظرف مدت یک ماه از تاریخ تسلیم اعتراض، دادخواست خود را به مرجع قضایی تقدیم نمایند. بدیهی است در صورت انقضاء مدت مذکور و عدم وصول اعتراض طبق مقررات سند مالکیت صادر خواهد شد. [367,1009,678,1089]
ad-date-first: تاریخ انتشار نوبت اول: ۱۳۹۳/۵/۱ [582,447,678,455]
ad-date-second: تاریخ انتشار نوبت دوم: ۱۳۹۳/۵/۱۶ [34,1267,134,1275]
ad-title: آگهی موضوع ماده ۳ قانون و ماده ۱۳ آیین نامه قانون تعیین تکلیف [43,1299,335,1322]
ad-body: برابر رای شماره ۱۳۹۳۶۰۳۱۱۰۰۰ مورخ ۱۳۹۳/۳/۲۶ هیات اول موضوع قانون تعیین تکلیف وضعیت ثبتی اراضی و ساختمانهای فاقد سند رسمی مستقر در واحد ثبتی حوزه ثبت ملک کازرون تصرفات مالکانه و بلامعارض متقاضی ... فرزند ... به شماره شناسنامه ... صادره از کازرون در ششدانگ یک باب خانه به مساحت ... مترمربع پلاک ... فرعی از ۶۰ اصلی مفروز و مجزی شده از پلاک ... فرعی از ۶۰ اصلی قطعه ۴ واقع در کازرون خریداری از مالک رسمی محرز گردیده است. لذا به منظور اطلاع عموم مراتب در دو نوبت به فاصله ۱۵ روز آگهی می‌شود در صورتی که اشخاص نسبت به صدور سند مالکیت متقاضی اعتراضی داشته باشند می‌توانند از تاریخ انتشار اولین آگهی به مدت دو ماه اعتراض خود را به این اداره تسلیم و پس از اخذ رسید، ظرف مدت یک ماه از تاریخ تسلیم اعتراض، دادخواست خود را به مرجع قضایی تقدیم نمایند. بدیهی است در صورت انقضاء مدت مذکور و عدم وصول اعتراض طبق مقررات سند مالکیت صادر خواهد شد. [367,845,678,925]
ad-dates [34,939,344,948]
ad-body: برابر رای شماره ۱۳۹۳۶۰۳۱۱۰۰۰ مورخ ۱۳۹۳/۳/۲۶ هیات اول موضوع قانون تعیین تکلیف وضعیت ثبتی اراضی و ساختمانهای فاقد سند رسمی مستقر در واحد ثبتی حوزه ثبت ملک کازرون تصرفات مالکانه و بلامعارض متقاضی ... فرزند ... به شماره شناسنامه ... صادره از کازرون در ششدانگ یک باب خانه به مساحت ... مترمربع پلاک ... فرعی از ۶۰ اصلی مفروز و مجزی شده از پلاک ... فرعی از ۶۰ اصلی قطعه ۴ واقع در کازرون خریداری از مالک رسمی محرز گردیده است. لذا به منظور اطلاع عموم مراتب در دو نوبت به فاصله ۱۵ روز آگهی می‌شود در صورتی که اشخاص نسبت به صدور سند مالکیت متقاضی اعتراضی داشته باشند می‌توانند از تاریخ انتشار اولین آگهی به مدت دو ماه اعتراض خود را به این اداره تسلیم و پس از اخذ رسید، ظرف مدت یک ماه از تاریخ تسلیم اعتراض، دادخواست خود را به مرجع قضایی تقدیم نمایند. بدیهی است در صورت انقضاء مدت مذکور و عدم وصول اعتراض طبق مقررات سند مالکیت صادر خواهد شد. [34,681,345,761]
ad-body: برابر رای شماره ۱۳۹۳۶۰۳۱۱۰۰۰ مورخ ۱۳۹۳/۳/۲۶ هیات اول موضوع قانون تعیین تکلیف وضعیت ثبتی اراضی و ساختمانهای فاقد سند رسمی مستقر در واحد ثبتی حوزه ثبت ملک کازرون تصرفات مالکانه و بلامعارض متقاضی ... فرزند ... به شماره شناسنامه ... صادره از کازرون در ششدانگ یک باب خانه به مساحت ... مترمربع پلاک ... فرعی از ۶۰ اصلی مفروز و مجزی شده از پلاک ... فرعی از ۶۰ اصلی قطعه ۴ واقع در کازرون خریداری از مالک رسمی محرز گردیده است. لذا به منظور اطلاع عموم مراتب در دو نوبت به فاصله ۱۵ روز آگهی می‌شود در صورتی که اشخاص نسبت به صدور سند مالکیت متقاضی اعتراضی داشته باشند می‌توانند از تاریخ انتشار اولین آگهی به مدت دو ماه اعتراض خود را به این اداره تسلیم و پس از اخذ رسید، ظرف مدت یک ماه از تاریخ تسلیم اعتراض، دادخواست خود را به مرجع قضایی تقدیم نمایند. بدیهی است در صورت انقضاء مدت مذکور و عدم وصول اعتراض طبق مقررات سند مالکیت صادر خواهد شد. [235,1828,661,1890]
ad-dates [701,775,1011,784]
ad-title: آگهی موضوع ماده ۳ قانون و ماده ۱۳ آیین نامه قانون تعیین تکلیف [43,643,335,666]
ad-dates [367,939,677,948]
ad-subtitle: وضعیت ثبتی و اراضی و ساختمانهای فاقد سند رسمی [1063,831,1315,842]
ads-column [695,146,1022,1946]
ad-dates [701,611,1011,620]
ad-body: برابر رای شماره ۱۳۹۳۶۰۳۱۱۰۰۰ مورخ ۱۳۹۳/۳/۲۶ هیات اول موضوع قانون تعیین تکلیف وضعیت ثبتی اراضی و ساختمانهای فاقد سند رسمی مستقر در واحد ثبتی حوزه ثبت ملک کازرون تصرفات مالکانه و بلامعارض متقاضی ... فرزند ... به شماره شناسنامه ... صادره از کازرون در ششدانگ یک باب خانه به مساحت ... مترمربع پلاک ... فرعی از ۶۰ اصلی مفروز و مجزی شده از پلاک ... فرعی از ۶۰ اصلی قطعه ۴ واقع در کازرون خریداری از مالک رسمی محرز گردیده است. لذا به منظور اطلاع عموم مراتب در دو نوبت به فاصله ۱۵ روز آگهی می‌شود در صورتی که اشخاص نسبت به صدور سند مالکیت متقاضی اعتراضی داشته باشند می‌توانند از تاریخ انتشار اولین آگهی به مدت دو ماه اعتراض خود را به این اداره تسلیم و پس از اخذ رسید، ظرف مدت یک ماه از تاریخ تسلیم اعتراض، دادخواست خود را به مرجع قضایی تقدیم نمایند. بدیهی است در صورت انقضاء مدت مذکور و عدم وصول اعتراض طبق مقررات سند مالکیت صادر خواهد شد. [34,1337,345,1417]
ad-dates [701,939,1011,948]
ad-date-second: تاریخ انتشار نوبت دوم: ۱۳۹۳/۵/۱۶ [367,447,467,455]
ad-dates [34,1103,344,1112]
ad-alef: ۸۱۲ / م الف [974,1092,1011,1100]
ad-signature-row [701,292,1011,301]
ad-signature: داوود انصاری – رییس ثبت اسناد و املاک شهرستان کازرون [1173,620,1344,628]
ad-date-second: تاریخ انتشار نوبت دوم: ۱۳۹۳/۵/۱۶ [367,939,467,947]
ad-alef: ۸۱۸ / م الف [641,1092,678,1100]
ad-signature: داوود انصاری – رییس ثبت اسناد و املاک شهرستان کازرون [840,292,1011,300]
ad-alef: ۵۰۵ / م الف [641,764,678,772]
ad-subtitle: وضعیت ثبتی و اراضی و ساختمانهای فاقد سند رسمی [63,831,315,842]
ad-alef: ۶۴۴ / م الف [308,1420,345,1428]
ad-signature: داوود انصاری – رییس ثبت اسناد و املاک شهرستان کازرون [173,456,345,464]
legal-notice [28,802,350,962]
ad-code: ۳/۷۰۷ [34,1440,57,1449]
ad-body: برابر رای شماره ۱۳۹۳۶۰۳۱۱۰۰۰ مورخ ۱۳۹۳/۳/۲۶ هیات اول موضوع قانون تعیین تکلیف وضعیت ثبتی اراضی و ساختمانهای فاقد سند رسمی مستقر در واحد ثبتی حوزه ثبت ملک کازرون تصرفات مالکانه و بلامعارض متقاضی ... فرزند ... به شماره شناسنامه ... صادره از کازرون در ششدانگ یک باب خانه به مساحت ... مترمربع پلاک ... فرعی از ۶۰ اصلی مفروز و مجزی شده از پلاک ... فرعی از ۶۰ اصلی قطعه ۴ واقع در کازرون خریداری از مالک رسمی محرز گردیده است. لذا به منظور اطلاع عموم مراتب در دو نوبت به فاصله ۱۵ روز آگهی می‌شود در صورتی که اشخاص نسبت به صدور سند مالکیت متقاضی اعتراضی داشته باشند می‌توانند از تاریخ انتشار اولین آگهی به مدت دو ماه اعتراض خود را به این اداره تسلیم و پس از اخذ رسید، ظرف مدت یک ماه از تاریخ تسلیم اعتراض، دادخواست خود را به مرجع قضایی تقدیم نمایند. بدیهی است در صورت انقضاء مدت مذکور و عدم وصول اعتراض طبق مقررات سند مالکیت صادر خواهد شد. [34,517,345,597]
notice-body: برابر رای شماره ۱۳۹۳۶۰۳۱۱۰۰۰ مورخ ۱۳۹۳/۳/۲۶ هیات اول موضوع قانون تعیین تکلیف وضعیت ثبتی اراضی و ساختمانهای فاقد سند رسمی مستقر در واحد ثبتی حوزه ثبت ملک کازرون تصرفات مالکانه و بلامعارض متقاضی ... فرزند ... به شماره شناسنامه ... صادره از کازرون در ششدانگ یک باب خانه به مساحت ... مترمربع پلاک ... فرعی از ۶۰ اصلی مفروز و مجزی شده از پلاک ... فرعی از ۶۰ اصلی قطعه ۴ واقع در کازرون خریداری از مالک رسمی محرز گردیده است. لذا به منظور اطلاع عموم مراتب در دو نوبت به فاصله ۱۵ روز آگهی می‌شود در صورتی که اشخاص نسبت به صدور سند مالکیت متقاضی اعتراضی داشته باشند می‌توانند از تاریخ انتشار اولین آگهی به مدت دو ماه اعتراض خود را به این اداره تسلیم و پس از اخذ رسید، ظرف مدت یک ماه از تاریخ تسلیم اعتراض، دادخواست خود را به مرجع قضایی تقدیم نمایند. بدیهی است در صورت انقضاء مدت مذکور و عدم وصول اعتراض طبق مقررات سند مالکیت صادر خواهد شد. [1033,1099,1345,1179]
ad-code: ۳/۷۱۱ [34,620,57,629]
ad-signature: داوود انصاری – رییس ثبت اسناد و املاک شهرستان کازرون [490,1891,661,1899]
square-icon: ▣ [261,111,273,125]
ad-date-first: تاریخ انتشار نوبت اول: ۱۳۹۳/۵/۱ [915,939,1011,947]
ad-title: آگهی موضوع ماده ۳ قانون و ماده ۱۳ آیین نامه قانون تعیین تکلیف [377,807,668,830]
ad-code: ۳/۶۵۸ [367,1112,390,1121]
ad-title: آگهی موضوع ماده ۳ قانون و ماده ۱۳ آیین نامه قانون تعیین تکلیف [710,479,1001,502]
ad-signature: داوود انصاری – رییس ثبت اسناد و املاک شهرستان کازرون [840,620,1011,628]
